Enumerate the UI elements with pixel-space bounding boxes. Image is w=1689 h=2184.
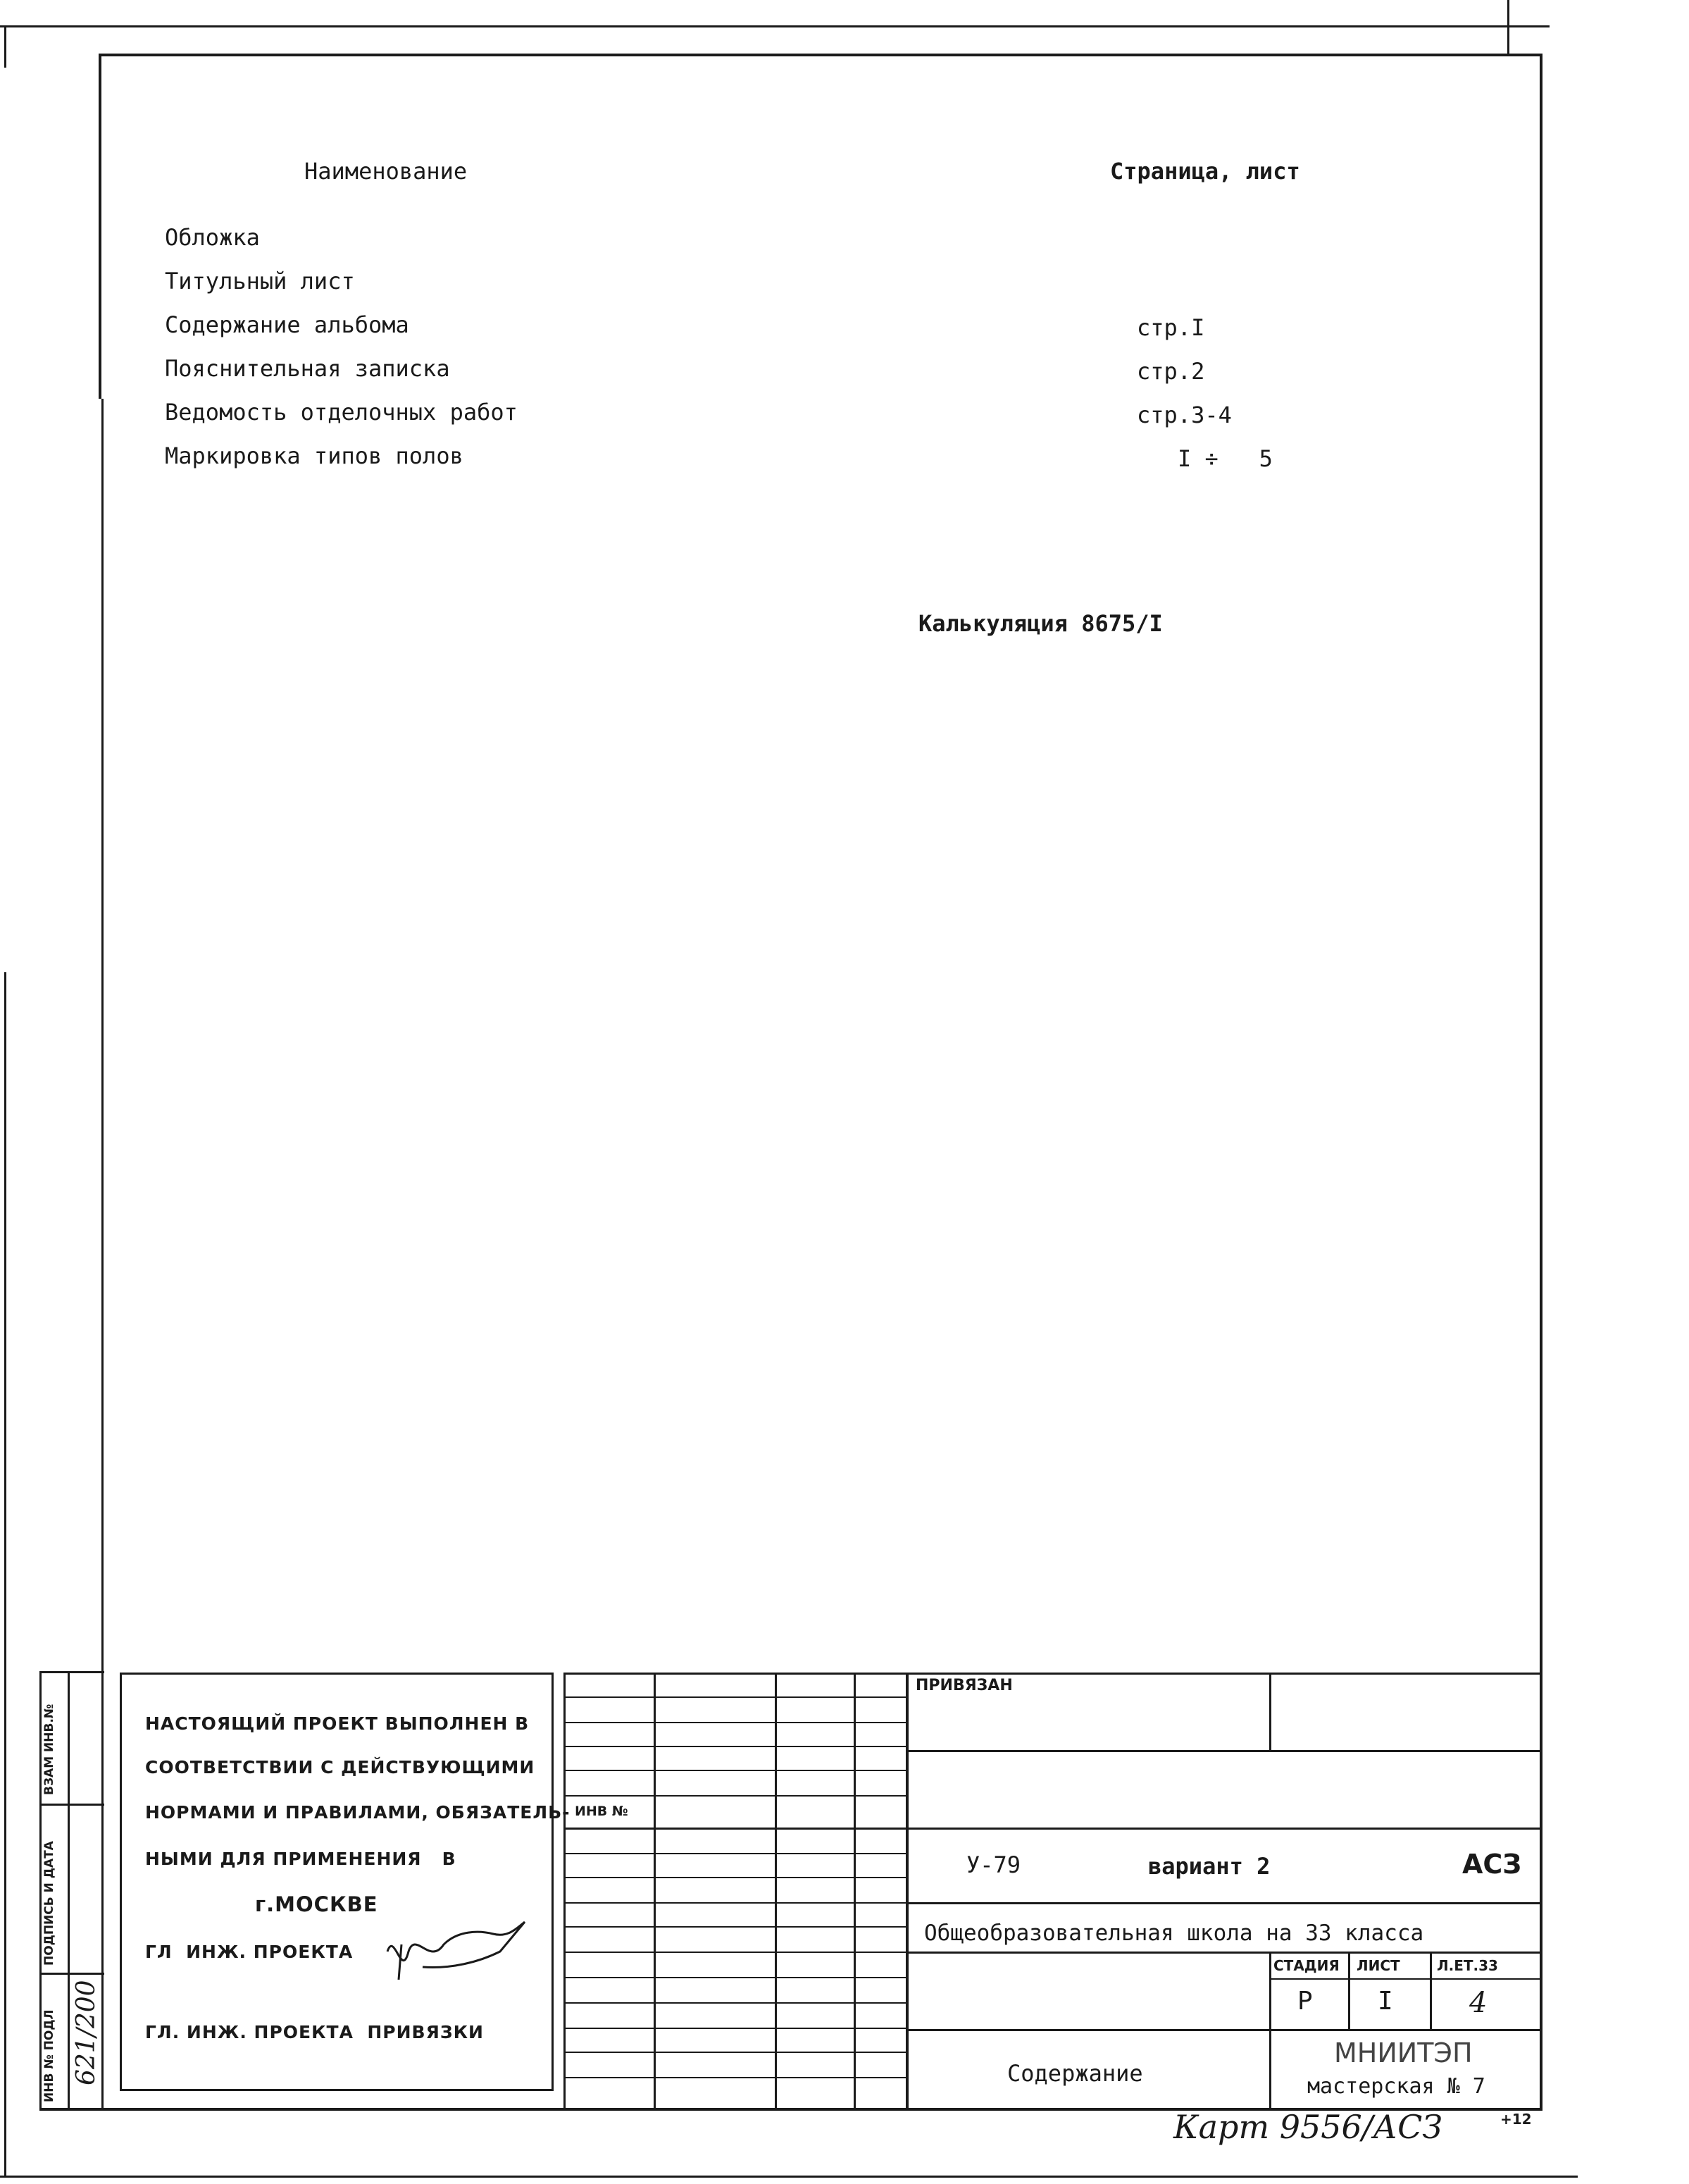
object-name: Общеобразовательная школа на 33 класса [924,1921,1424,1946]
side-strip-mid [68,1671,70,2111]
series-mark: АСЗ [1462,1849,1522,1880]
sheets-label: Л.ЕТ.33 [1437,1957,1498,1974]
toc-item-name: Ведомость отделочных работ [165,399,518,426]
rev-grid-h [563,1877,907,1878]
rev-grid-h [563,1722,907,1723]
rev-grid-v4 [906,1673,909,2109]
stamp-line-3: НОРМАМИ И ПРАВИЛАМИ, ОБЯЗАТЕЛЬ- [145,1802,571,1823]
toc-item-name: Обложка [165,224,260,251]
tb-h-attached [907,1750,1542,1752]
side-strip-div2 [39,1973,104,1975]
rev-grid-h [563,1853,907,1854]
scan-border-left-top [4,25,6,68]
stamp-line-2: СООТВЕТСТВИИ С ДЕЙСТВУЮЩИМИ [145,1757,535,1777]
rev-grid-h [563,1746,907,1747]
stamp-chief-engineer-binding: ГЛ. ИНЖ. ПРОЕКТА ПРИВЯЗКИ [145,2022,484,2042]
stamp-city: г.МОСКВЕ [255,1892,378,1916]
rev-grid-h [563,1770,907,1771]
stamp-chief-engineer: ГЛ ИНЖ. ПРОЕКТА [145,1942,354,1962]
scan-border-left [4,972,6,2176]
side-label-vzam-inv: ВЗАМ ИНВ.№ [42,1704,56,1795]
frame-left [99,54,101,399]
stamp-line-1: НАСТОЯЩИЙ ПРОЕКТ ВЫПОЛНЕН В [145,1713,530,1734]
calculation-note: Калькуляция 8675/I [918,610,1163,637]
variant: вариант 2 [1148,1853,1271,1880]
rev-grid-h [563,2077,907,2078]
toc-header-page: Страница, лист [1110,158,1300,185]
signature-icon [373,1902,528,1987]
footer-code-small: +12 [1500,2111,1532,2128]
stage-value: Р [1297,1987,1313,2016]
tb-h-name [907,1902,1542,1904]
rev-grid-h [563,2002,907,2004]
side-label-sign-date: ПОДПИСЬ И ДАТА [42,1841,56,1966]
toc-item-name: Титульный лист [165,268,355,294]
toc-item-page: I ÷ 5 [1178,445,1273,472]
rev-grid-v3 [854,1673,856,2109]
toc-item-name: Содержание альбома [165,311,409,338]
side-strip-top [39,1671,104,1673]
tb-h-stage [907,1952,1542,1954]
toc-item-page: стр.2 [1137,358,1205,385]
stage-col-mid1 [1348,1952,1350,2030]
toc-item-name: Пояснительная записка [165,355,450,382]
sheets-value: 4 [1469,1987,1488,2019]
workshop: мастерская № 7 [1307,2074,1485,2099]
stage-label: СТАДИЯ [1273,1957,1340,1974]
inv-no-label: ИНВ № [575,1804,628,1819]
sheet-value: I [1378,1987,1393,2016]
tb-h-code [907,1828,1542,1830]
rev-grid-h [563,1977,907,1978]
rev-grid-v2 [775,1673,777,2109]
toc-header-name: Наименование [304,158,468,185]
tb-h-title [907,2029,1542,2031]
handwritten-card-number: Карт 9556/АСЗ [1173,2108,1442,2146]
org-name: МНИИТЭП [1334,2037,1473,2068]
stage-col-left [1269,1952,1271,2108]
side-strip-left [39,1671,42,2111]
toc-item-name: Маркировка типов полов [165,442,463,469]
attached-label: ПРИВЯЗАН [916,1677,1013,1694]
rev-grid-v1 [654,1673,656,2109]
side-strip-div1 [39,1804,104,1806]
scan-border-right [1507,0,1509,56]
sheet-label: ЛИСТ [1357,1957,1400,1974]
side-handwritten-inv: 621/200 [72,1980,101,2085]
stage-header-line [1269,1978,1542,1980]
rev-grid-h [563,2028,907,2029]
sheet-title: Содержание [1007,2060,1143,2087]
stage-col-mid2 [1430,1952,1432,2030]
rev-grid-h [563,1926,907,1928]
rev-grid-h [563,1696,907,1698]
rev-grid-h [563,1795,907,1797]
rev-grid-h [563,1952,907,1953]
toc-item-page: стр.I [1137,314,1205,341]
rev-grid-h [563,2052,907,2053]
frame-left-lower [101,399,104,2111]
tb-attached-divider [1269,1673,1271,1751]
stamp-line-4: НЫМИ ДЛЯ ПРИМЕНЕНИЯ В [145,1849,456,1869]
frame-top [99,54,1542,56]
rev-grid-h [563,1828,907,1830]
side-label-inv-orig: ИНВ № ПОДЛ [42,2009,56,2102]
toc-item-page: стр.3-4 [1137,402,1232,428]
rev-grid-h [563,1902,907,1904]
project-code: У-79 [966,1851,1021,1878]
scan-border-top-left [0,25,1550,27]
scan-border-bottom [0,2176,1578,2178]
